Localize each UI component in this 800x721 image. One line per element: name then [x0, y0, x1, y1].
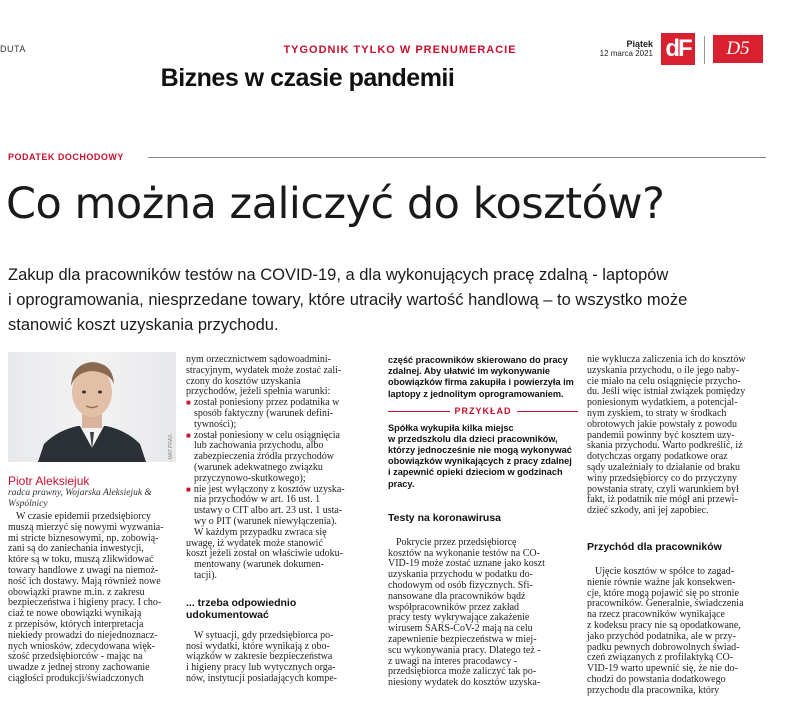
text-line: zabezpieczenia źródła przychodów: [194, 451, 334, 463]
text-line: przyczynowo-skutkowego);: [194, 472, 306, 484]
text-line: mentowany (warunek dokumen-: [194, 559, 324, 571]
text-line: przychodów, jeżeli spełnia warunki:: [186, 386, 331, 398]
text-line: poniesionym wydatkiem, a potencjal-: [587, 397, 738, 409]
text-line: Pokrycie przez przedsiębiorcę: [396, 536, 517, 548]
text-line: winy przedsiębiorcy co do przyczyny: [587, 472, 737, 484]
author-role-line: Wspólnicy: [8, 498, 48, 509]
text-line: sądy uzależniały to działanie od braku: [587, 461, 740, 473]
text-line: wirusem SARS-CoV-2 mają na celu: [388, 623, 533, 635]
lead-line: i oprogramowania, niesprzedane towary, które utraciły wartość handlową – to wszystko może: [8, 291, 688, 309]
text-line: z uwagi na interes pracodawcy -: [388, 655, 518, 667]
lead-line: stanowić koszt uzyskania przychodu.: [8, 316, 279, 334]
text-line: nosi wydatki, które wynikają z obo-: [186, 640, 330, 652]
text-line: nym orzecznictwem sądowoadmini-: [186, 354, 331, 365]
text-line: uzyskania przychodu w podatku do-: [388, 569, 533, 581]
text-line: chodowym od osób fizycznych. Sfi-: [388, 580, 533, 592]
text-line: pandemii powinny być kosztem uzy-: [587, 429, 735, 441]
example-rule: [388, 411, 450, 412]
article-column-3: [388, 355, 578, 689]
text-line: W czasie epidemii przedsiębiorcy: [16, 511, 152, 522]
example-text-line: część pracowników skierowano do pracy: [388, 355, 568, 365]
article-column-1: [8, 512, 176, 685]
text-line: czony do kosztów uzyskania: [186, 375, 301, 387]
example-divider: [388, 406, 578, 417]
text-line: cje, które mogą pojawić się po stronie: [587, 587, 739, 599]
article-column-2: [186, 355, 378, 685]
text-line: dzieć szkody, ani jej zapobiec.: [587, 505, 709, 517]
text-line: nych wniosków, zdecydowana więk-: [8, 640, 156, 652]
author-portrait-illustration: [8, 352, 176, 462]
text-line: kosztów na wykonanie testów na CO-: [388, 547, 540, 559]
text-line: muszą mierzyć się nowymi wyzwania-: [8, 521, 164, 533]
subheading: Przychód dla pracowników: [587, 540, 722, 553]
text-line: nia przychodów w art. 16 ust. 1: [194, 494, 321, 506]
example-text-line: pracy.: [388, 478, 415, 489]
section-title: Biznes w czasie pandemii: [160, 64, 455, 92]
text-line: zani są do zaniechania inwestycji,: [8, 543, 144, 555]
text-line: szość przedsiębiorców - mając na: [8, 651, 143, 663]
text-line: padku pewnych dobrowolnych świad-: [587, 641, 740, 653]
text-line: uwadze z jednej strony zachowanie: [8, 662, 150, 674]
text-line: bezpieczeństwa i higieny pracy. I cho-: [8, 597, 162, 609]
article-column-4: [587, 355, 769, 697]
text-line: fakt, iż podatnik nie mógł ani przewi-: [587, 494, 738, 506]
text-line: które są w toku, muszą zlikwidować: [8, 554, 154, 566]
photo-credit: MAT PRAS.: [168, 432, 174, 459]
issue-day: Piątek: [626, 39, 653, 49]
text-line: W każdym przypadku zwraca się: [194, 526, 327, 538]
text-line: przedsiębiorca może zaliczyć tak po-: [388, 666, 537, 678]
category-label: PODATEK DOCHODOWY: [8, 152, 124, 162]
example-text-line: Spółka wykupiła kilka miejsc: [388, 422, 514, 433]
category-rule: [148, 157, 766, 158]
text-line: niesiony wydatek do kosztów uzyska-: [388, 677, 541, 689]
text-line: niekiedy prowadzi do niejednoznacz-: [8, 629, 158, 641]
text-line: przychodu dla pracownika, który: [587, 684, 720, 696]
text-line: ciągłości produkcji/świadczonych: [8, 672, 144, 684]
text-line: jako przychód podatnika, ale w przy-: [587, 630, 736, 642]
text-line: z kodeksu pracy nie są opodatkowane,: [587, 619, 741, 631]
example-rule: [517, 411, 579, 412]
text-line: sposób faktyczny (warunek defini-: [194, 407, 334, 419]
text-line: nienie równie ważne jak konsekwen-: [587, 576, 736, 588]
text-line: na rzecz pracowników wynikające: [587, 609, 725, 621]
author-name: Piotr Aleksiejuk: [8, 474, 90, 488]
lead-line: Zakup dla pracowników testów na COVID-19, a dla wykonujących pracę zdalną - laptopów: [8, 266, 669, 284]
example-label: PRZYKŁAD: [454, 405, 512, 416]
headline: Co można zaliczyć do kosztów?: [6, 179, 665, 229]
text-line: nów, instytucji posiadających kompe-: [186, 672, 337, 684]
text-line: cie miało na celu osiągnięcie przycho-: [587, 375, 741, 387]
text-line: VID-19 warto upewnić się, że nie do-: [587, 663, 738, 675]
text-line: towary handlowe z uwagi na niemoż-: [8, 564, 159, 576]
page-number-badge: D5: [713, 35, 763, 63]
text-line: obowiązki prawne m.in. z zakresu: [8, 586, 145, 598]
example-text-line: laptopy z jednolitym oprogramowaniem.: [388, 388, 564, 399]
text-line: uzyskania przychodu, o ile jego naby-: [587, 364, 740, 376]
subheading: udokumentować: [186, 608, 269, 621]
masthead-fragment: DUTA: [0, 44, 26, 54]
text-line: współpracowników przez zakład: [388, 601, 520, 613]
text-line: mi stricte biznesowymi, np. zobowią-: [8, 532, 159, 544]
text-line: zapewnienie bezpieczeństwa w miej-: [388, 634, 537, 645]
header-divider: [704, 36, 705, 64]
text-line: koszt jeżeli został on właściwie udoku-: [186, 548, 343, 560]
example-text-line: obowiązków wynikających z pracy zdalnej: [388, 456, 572, 467]
text-line: skania przychodu. Warto podkreślić, iż: [587, 440, 743, 452]
issue-date: [600, 39, 653, 59]
author-role-line: radca prawny, Wojarska Aleksiejuk &: [8, 488, 152, 498]
issue-date-text: 12 marca 2021: [599, 49, 653, 58]
text-line: lub zachowania przychodu, albo: [194, 440, 324, 452]
example-text-line: w przedszkolu dla dzieci pracowników,: [388, 433, 558, 444]
text-line: stracyjnym, wydatek może zostać zali-: [186, 364, 342, 376]
bullet-text: nie jest wyłączony z kosztów uzyska-: [193, 483, 345, 495]
text-line: uwagę, iż wydatek może stanowić: [186, 537, 323, 549]
example-text-line: którzy jednocześnie nie mogą wykonywać: [388, 445, 572, 456]
example-text-line: zdalnej. Aby ułatwić im wykonywanie: [388, 366, 551, 377]
lead-paragraph: [8, 263, 778, 338]
text-line: scu wykonywania pracy. Dlatego też -: [388, 644, 541, 656]
text-line: nansowane dla pracowników bądź: [388, 590, 526, 602]
text-line: wiązków w zakresie bezpieczeństwa: [186, 651, 333, 663]
text-line: czeń związanych z profilaktyką CO-: [587, 652, 734, 664]
text-line: dotychczas organy podatkowe oraz: [587, 451, 728, 463]
text-line: ność ich dostawy. Mają również nowe: [8, 575, 161, 587]
text-line: wy o PIT (warunek niewyłączenia).: [194, 515, 337, 527]
text-line: z przepisów, których interpretacja: [8, 618, 144, 630]
text-line: VID-19 może zostać uznane jako koszt: [388, 558, 545, 570]
author-role: [8, 488, 176, 509]
author-photo: [8, 352, 176, 462]
bullet-text: został poniesiony przez podatnika w: [193, 397, 340, 409]
text-line: pracy testy wykrywające zakażenie: [388, 612, 530, 624]
subheading: Testy na koronawirusa: [388, 511, 502, 524]
text-line: tywności);: [194, 418, 237, 430]
text-line: nym zyskiem, to straty w środkach: [587, 407, 727, 419]
text-line: pracowników. Generalnie, świadczenia: [587, 598, 744, 610]
example-text-line: obowiązków firma zakupiła i powierzyła im: [388, 377, 574, 388]
text-line: Ujęcie kosztów w spółce to zagad-: [595, 565, 735, 577]
text-line: powstania straty, czyli warunkiem był: [587, 483, 739, 495]
subscription-kicker: TYGODNIK TYLKO W PRENUMERACIE: [283, 44, 517, 56]
text-line: du. Jeśli więc istniał związek pomiędzy: [587, 386, 746, 398]
subheading: ... trzeba odpowiednio: [186, 596, 297, 609]
text-line: ciaż te nowe obowiązki wynikają: [8, 608, 142, 620]
text-line: obrotowych jakie powstały z powodu: [587, 418, 737, 430]
example-text-line: i zapewnić opieki dzieciom w godzinach: [388, 467, 563, 478]
text-line: tacji).: [194, 569, 218, 581]
text-line: nie wyklucza zaliczenia ich do kosztów: [587, 354, 746, 365]
df-logo: dF: [661, 33, 695, 65]
bullet-text: został poniesiony w celu osiągnięcia: [193, 429, 340, 441]
text-line: (warunek adekwatnego związku: [194, 461, 323, 473]
text-line: i higieny pracy lub wytycznych orga-: [186, 662, 336, 674]
text-line: ustawy o CIT albo art. 23 ust. 1 usta-: [194, 505, 343, 517]
text-line: chodzi do powstania dodatkowego: [587, 673, 726, 685]
text-line: W sytuacji, gdy przedsiębiorca po-: [194, 629, 334, 641]
